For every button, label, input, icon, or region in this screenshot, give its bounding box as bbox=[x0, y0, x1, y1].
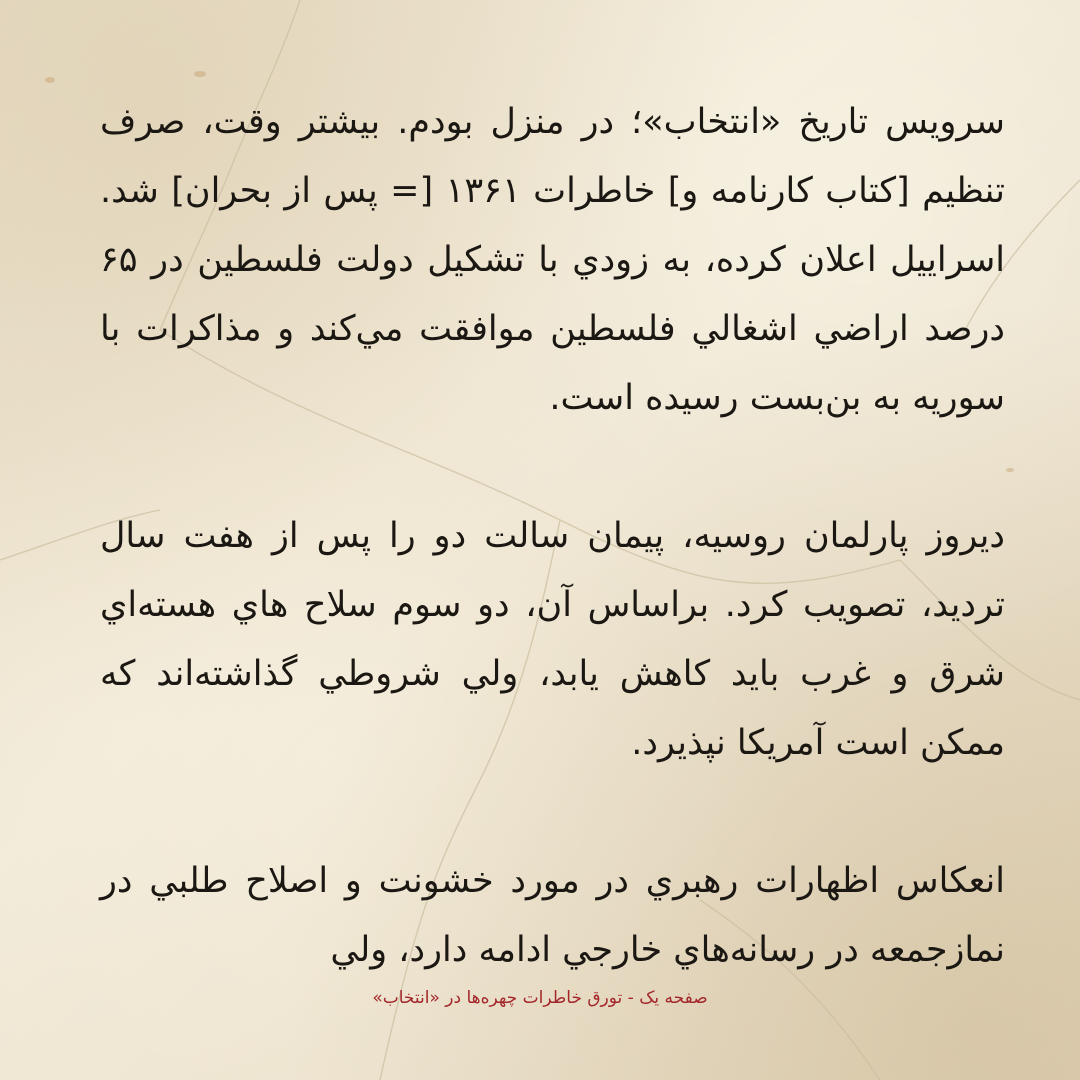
document-body bbox=[100, 88, 1005, 985]
paragraph-2: دیروز پارلمان روسیه، پیمان سالت دو را پس از هفت سال تردید، تصویب کرد. براساس آن، دو سوم سلاح هاي هسته‌اي شرق و غرب باید کاهش یابد، ولي شروطي گذاشته‌اند که ممکن است آمریکا نپذیرد. bbox=[100, 516, 1005, 763]
paragraph-1: سرویس تاریخ «انتخاب»؛ در منزل بودم. بیشتر وقت، صرف تنظیم [کتاب کارنامه و] خاطرات ۱۳۶۱ [= پس از بحران] شد. اسراییل اعلان کرده، به زودي با تشکیل دولت فلسطین در ۶۵ درصد اراضي اشغالي فلسطین موافقت مي‌کند و مذاکرات با سوریه به بن‌بست رسیده است. bbox=[100, 102, 1005, 418]
footer-caption: صفحه یک - تورق خاطرات چهره‌ها در «انتخاب» bbox=[372, 988, 708, 1008]
paragraph-3: انعکاس اظهارات رهبري در مورد خشونت و اصلاح طلبي در نمازجمعه در رسانه‌هاي خارجي ادامه دارد، ولي bbox=[100, 861, 1005, 970]
